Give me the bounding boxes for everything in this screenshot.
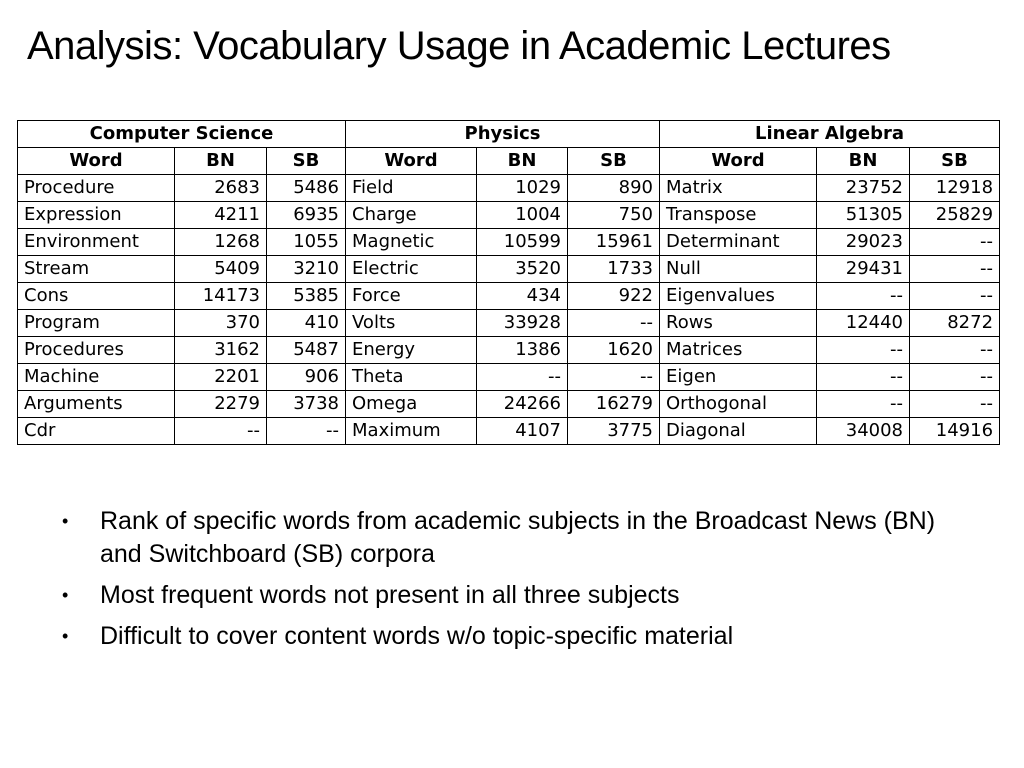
column-header-sb: SB: [267, 148, 346, 175]
sb-rank-cell: --: [568, 310, 660, 337]
bn-rank-cell: 1004: [477, 202, 568, 229]
sb-rank-cell: 5487: [267, 337, 346, 364]
table-row: [18, 418, 1000, 445]
bullet-item: [62, 579, 942, 612]
word-cell: Theta: [346, 364, 477, 391]
column-header-bn: BN: [817, 148, 910, 175]
subject-header-linear-algebra: Linear Algebra: [660, 121, 1000, 148]
sb-rank-cell: --: [267, 418, 346, 445]
sb-rank-cell: 12918: [910, 175, 1000, 202]
word-cell: Program: [18, 310, 175, 337]
word-cell: Cons: [18, 283, 175, 310]
sb-rank-cell: 906: [267, 364, 346, 391]
word-cell: Volts: [346, 310, 477, 337]
subject-header-computer-science: Computer Science: [18, 121, 346, 148]
bn-rank-cell: 3520: [477, 256, 568, 283]
word-cell: Arguments: [18, 391, 175, 418]
word-cell: Rows: [660, 310, 817, 337]
bullet-glyph: •: [62, 511, 69, 531]
word-cell: Null: [660, 256, 817, 283]
word-cell: Cdr: [18, 418, 175, 445]
word-cell: Field: [346, 175, 477, 202]
bn-rank-cell: 34008: [817, 418, 910, 445]
bullet-glyph: •: [62, 585, 69, 605]
bn-rank-cell: 24266: [477, 391, 568, 418]
word-cell: Diagonal: [660, 418, 817, 445]
word-cell: Charge: [346, 202, 477, 229]
word-cell: Environment: [18, 229, 175, 256]
sb-rank-cell: 5486: [267, 175, 346, 202]
sb-rank-cell: 890: [568, 175, 660, 202]
bn-rank-cell: 1029: [477, 175, 568, 202]
bn-rank-cell: 1268: [175, 229, 267, 256]
sb-rank-cell: --: [910, 364, 1000, 391]
sb-rank-cell: 25829: [910, 202, 1000, 229]
word-cell: Transpose: [660, 202, 817, 229]
bn-rank-cell: 434: [477, 283, 568, 310]
sb-rank-cell: 3738: [267, 391, 346, 418]
column-header-word: Word: [346, 148, 477, 175]
word-cell: Procedure: [18, 175, 175, 202]
subject-header-physics: Physics: [346, 121, 660, 148]
table-row: [18, 391, 1000, 418]
word-cell: Maximum: [346, 418, 477, 445]
word-cell: Matrix: [660, 175, 817, 202]
sb-rank-cell: --: [910, 337, 1000, 364]
sb-rank-cell: 410: [267, 310, 346, 337]
table-row: [18, 202, 1000, 229]
word-cell: Stream: [18, 256, 175, 283]
bn-rank-cell: --: [817, 337, 910, 364]
table-row: [18, 256, 1000, 283]
table-row: [18, 337, 1000, 364]
bn-rank-cell: 1386: [477, 337, 568, 364]
sb-rank-cell: --: [910, 391, 1000, 418]
bullet-glyph: •: [62, 626, 69, 646]
sb-rank-cell: 14916: [910, 418, 1000, 445]
bn-rank-cell: 51305: [817, 202, 910, 229]
bn-rank-cell: --: [175, 418, 267, 445]
bn-rank-cell: --: [817, 283, 910, 310]
column-header-word: Word: [18, 148, 175, 175]
bullet-text: Rank of specific words from academic subjects in the Broadcast News (BN) and Switchboard (SB) corpora: [100, 507, 936, 568]
sb-rank-cell: 8272: [910, 310, 1000, 337]
bn-rank-cell: 33928: [477, 310, 568, 337]
sb-rank-cell: 750: [568, 202, 660, 229]
bn-rank-cell: 370: [175, 310, 267, 337]
bn-rank-cell: 5409: [175, 256, 267, 283]
word-cell: Procedures: [18, 337, 175, 364]
bn-rank-cell: --: [817, 391, 910, 418]
subject-header-row: [18, 121, 1000, 148]
slide-title: Analysis: Vocabulary Usage in Academic Lectures: [27, 24, 891, 68]
bn-rank-cell: --: [817, 364, 910, 391]
bn-rank-cell: 23752: [817, 175, 910, 202]
word-cell: Expression: [18, 202, 175, 229]
bn-rank-cell: 2279: [175, 391, 267, 418]
bn-rank-cell: 4107: [477, 418, 568, 445]
table-row: [18, 175, 1000, 202]
sb-rank-cell: 922: [568, 283, 660, 310]
word-cell: Eigen: [660, 364, 817, 391]
word-cell: Magnetic: [346, 229, 477, 256]
sb-rank-cell: --: [568, 364, 660, 391]
bn-rank-cell: 4211: [175, 202, 267, 229]
column-header-sb: SB: [568, 148, 660, 175]
bn-rank-cell: 12440: [817, 310, 910, 337]
word-cell: Energy: [346, 337, 477, 364]
sb-rank-cell: 5385: [267, 283, 346, 310]
bn-rank-cell: 29023: [817, 229, 910, 256]
vocabulary-table: [17, 120, 1000, 445]
table-row: [18, 283, 1000, 310]
bn-rank-cell: 2201: [175, 364, 267, 391]
sb-rank-cell: 1733: [568, 256, 660, 283]
sb-rank-cell: --: [910, 283, 1000, 310]
word-cell: Electric: [346, 256, 477, 283]
sb-rank-cell: 1620: [568, 337, 660, 364]
word-cell: Eigenvalues: [660, 283, 817, 310]
word-cell: Orthogonal: [660, 391, 817, 418]
column-header-sb: SB: [910, 148, 1000, 175]
sb-rank-cell: --: [910, 256, 1000, 283]
sb-rank-cell: 3775: [568, 418, 660, 445]
word-cell: Matrices: [660, 337, 817, 364]
sb-rank-cell: 3210: [267, 256, 346, 283]
bn-rank-cell: 29431: [817, 256, 910, 283]
table-row: [18, 364, 1000, 391]
word-cell: Omega: [346, 391, 477, 418]
table-row: [18, 229, 1000, 256]
sb-rank-cell: 6935: [267, 202, 346, 229]
sb-rank-cell: 16279: [568, 391, 660, 418]
word-cell: Machine: [18, 364, 175, 391]
word-cell: Force: [346, 283, 477, 310]
bn-rank-cell: 3162: [175, 337, 267, 364]
sb-rank-cell: 15961: [568, 229, 660, 256]
sb-rank-cell: 1055: [267, 229, 346, 256]
bullet-list: [62, 505, 942, 661]
bn-rank-cell: 2683: [175, 175, 267, 202]
bn-rank-cell: 10599: [477, 229, 568, 256]
sb-rank-cell: --: [910, 229, 1000, 256]
table-row: [18, 310, 1000, 337]
column-header-bn: BN: [175, 148, 267, 175]
bullet-text: Difficult to cover content words w/o topic-specific material: [100, 622, 734, 650]
bullet-item: [62, 505, 942, 571]
bullet-text: Most frequent words not present in all three subjects: [100, 581, 680, 609]
column-header-row: [18, 148, 1000, 175]
bullet-item: [62, 620, 942, 653]
bn-rank-cell: --: [477, 364, 568, 391]
bn-rank-cell: 14173: [175, 283, 267, 310]
column-header-word: Word: [660, 148, 817, 175]
column-header-bn: BN: [477, 148, 568, 175]
table-body: [18, 175, 1000, 445]
word-cell: Determinant: [660, 229, 817, 256]
